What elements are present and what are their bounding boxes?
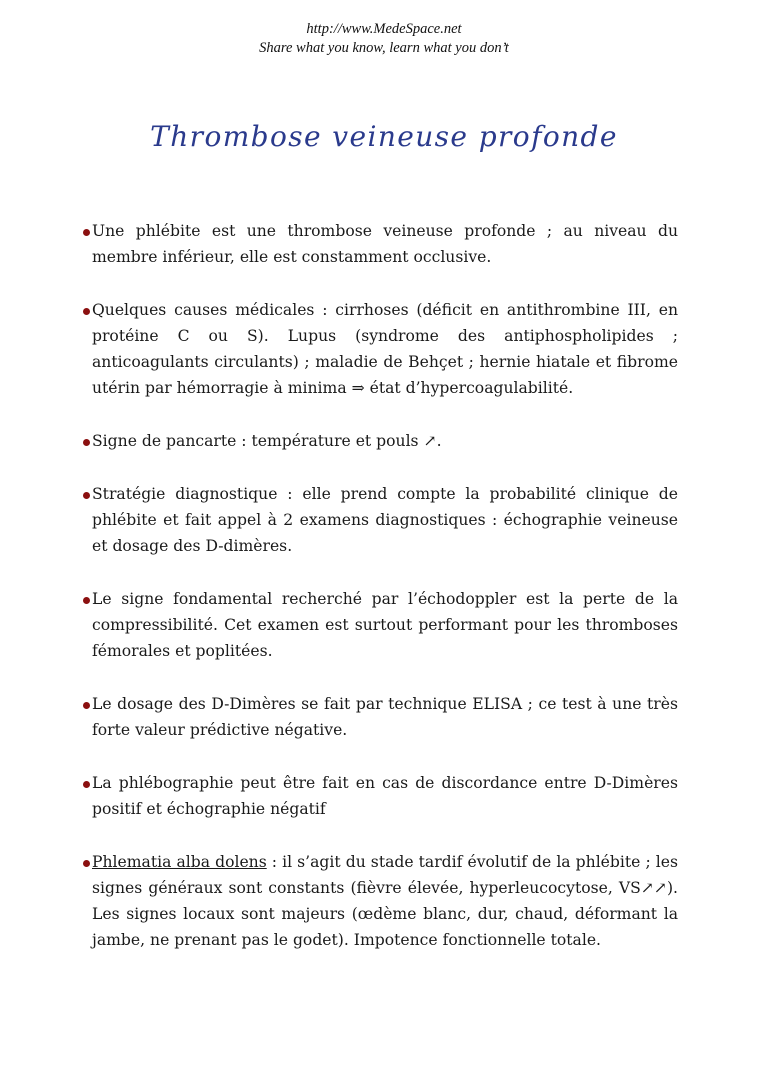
document-body bbox=[92, 218, 678, 980]
paragraph: Le signe fondamental recherché par l’échodoppler est la perte de la compressibilité. Cet examen est surtout performant pour les thromboses fémorales et poplitées. bbox=[92, 586, 678, 664]
header-url: http://www.MedeSpace.net bbox=[306, 21, 462, 37]
bullet-icon bbox=[83, 308, 90, 315]
paragraph: Signe de pancarte : température et pouls ↗. bbox=[92, 428, 678, 454]
bullet-icon bbox=[83, 781, 90, 788]
underlined-term: Phlematia alba dolens bbox=[92, 853, 267, 871]
bullet-icon bbox=[83, 229, 90, 236]
page-header bbox=[0, 20, 768, 58]
paragraph: La phlébographie peut être fait en cas de discordance entre D-Dimères positif et échographie négatif bbox=[92, 770, 678, 822]
bullet-icon bbox=[83, 597, 90, 604]
paragraph: Une phlébite est une thrombose veineuse profonde ; au niveau du membre inférieur, elle est constamment occlusive. bbox=[92, 218, 678, 270]
bullet-icon bbox=[83, 492, 90, 499]
paragraph: Quelques causes médicales : cirrhoses (déficit en antithrombine III, en protéine C ou S). Lupus (syndrome des antiphospholipides ; anticoagulants circulants) ; maladie de Behçet ; hernie hiatale et fibrome utérin par hémorragie à minima ⇒ état d’hypercoagulabilité. bbox=[92, 297, 678, 401]
page-title: Thrombose veineuse profonde bbox=[150, 120, 618, 153]
bullet-icon bbox=[83, 439, 90, 446]
paragraph: Le dosage des D-Dimères se fait par technique ELISA ; ce test à une très forte valeur prédictive négative. bbox=[92, 691, 678, 743]
header-tagline: Share what you know, learn what you don’t bbox=[259, 40, 509, 56]
paragraph: Stratégie diagnostique : elle prend compte la probabilité clinique de phlébite et fait appel à 2 examens diagnostiques : échographie veineuse et dosage des D-dimères. bbox=[92, 481, 678, 559]
bullet-icon bbox=[83, 860, 90, 867]
paragraph: Phlematia alba dolens : il s’agit du stade tardif évolutif de la phlébite ; les signes généraux sont constants (fièvre élevée, hyperleucocytose, VS↗↗). Les signes locaux sont majeurs (œdème blanc, dur, chaud, déformant la jambe, ne prenant pas le godet). Impotence fonctionnelle totale. bbox=[92, 849, 678, 953]
bullet-icon bbox=[83, 702, 90, 709]
